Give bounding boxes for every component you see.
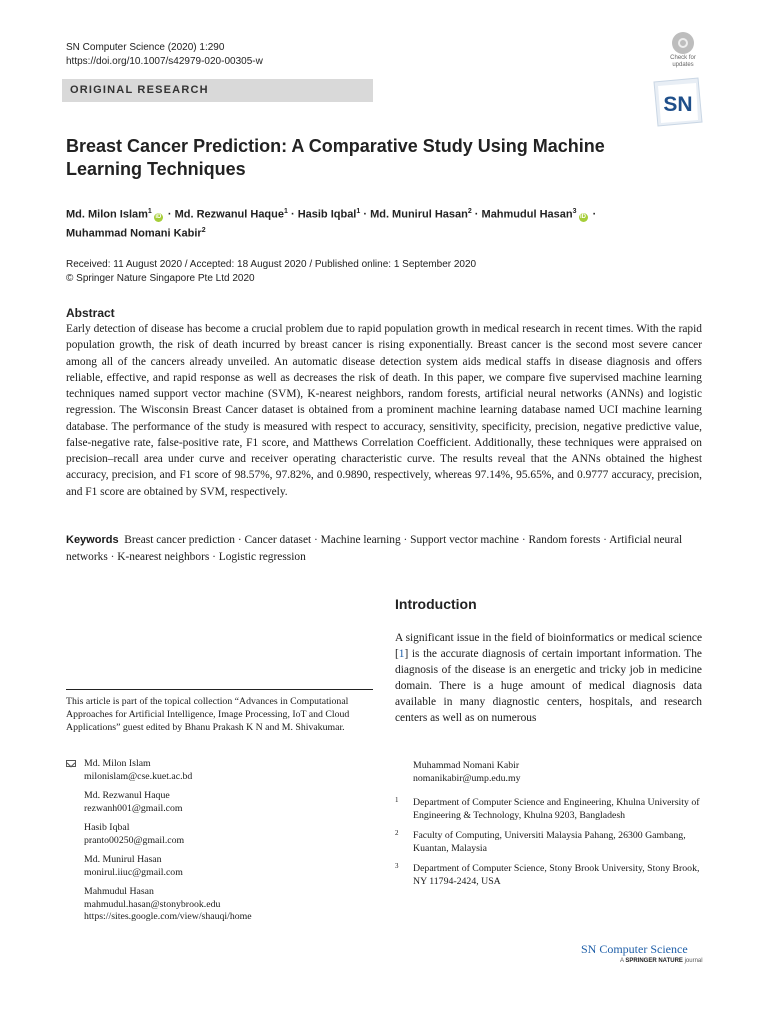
affiliation-number: 3 — [395, 862, 399, 870]
author-affiliation-number: 1 — [147, 208, 152, 215]
contact-email[interactable]: rezwanh001@gmail.com — [84, 802, 183, 814]
sn-logo-text: SN — [663, 93, 693, 116]
author-name: Muhammad Nomani Kabir — [66, 227, 202, 240]
contact-email[interactable]: nomanikabir@ump.edu.my — [413, 772, 521, 784]
check-for-updates-badge[interactable] — [661, 30, 705, 70]
contact-name: Muhammad Nomani Kabir — [413, 760, 520, 771]
contact-email[interactable]: monirul.iiuc@gmail.com — [84, 866, 183, 878]
keywords-text: Breast cancer prediction · Cancer dataset · Machine learning · Support vector machine · Random forests · Artificial neural networks · K-nearest neighbors · Logistic regression — [66, 534, 683, 563]
footer-publisher — [620, 958, 703, 964]
envelope-icon — [66, 760, 76, 767]
abstract-text: Early detection of disease has become a crucial problem due to rapid population growth in medical research in recent times. With the rapid population growth, the risk of death incurred by breast cancer is rising exponentially. Breast cancer is the second most severe cancer among all of the cancers already unveiled. An automatic disease detection system aids medical staffs in disease diagnosis and offers reliable, effective, and rapid response as well as decreases the risk of death. In this paper, we compare five supervised machine learning techniques named support vector machine (SVM), K-nearest neighbors, random forests, artificial neural networks (ANNs) and logistic regression. The Wisconsin Breast Cancer dataset is obtained from a prominent machine learning database named UCI machine learning database. The performance of the study is measured with respect to accuracy, sensitivity, specificity, precision, negative predictive value, false-negative rate, false-positive rate, F1 score, and Matthews Correlation Coefficient. Additionally, these techniques were appraised on precision–recall area under curve and receiver operating characteristic curve. The results reveal that the ANNs obtained the highest accuracy, precision, and F1 score of 98.57%, 97.82%, and 0.9890, respectively, whereas 97.14%, 95.65%, and 0.9777 accuracy, precision, and F1 score are obtained by SVM, respectively. — [66, 323, 702, 498]
intro-text-part2: ] is the accurate diagnosis of certain important information. The diagnosis of the disease is an energetic and tricky job in medicine domain. There is a huge amount of medical diagnosis data available in many diagnostic centers, hospitals, and research centers as well as on numerous — [395, 648, 702, 725]
author-name: Md. Munirul Hasan — [370, 208, 468, 221]
keywords-section — [66, 532, 702, 565]
affiliation-text: Faculty of Computing, Universiti Malaysia Pahang, 26300 Gambang, Kuantan, Malaysia — [413, 830, 686, 854]
contact-name: Md. Milon Islam — [84, 758, 151, 769]
journal-reference — [66, 41, 263, 69]
orcid-icon[interactable]: iD — [580, 213, 587, 220]
author-contacts — [66, 758, 366, 931]
contact-name: Md. Munirul Hasan — [84, 854, 162, 865]
intro-text-part1: A significant issue in the field of bioinformatics or medical science [ — [395, 632, 702, 661]
publisher-suffix: journal — [684, 958, 703, 964]
affiliation-text: Department of Computer Science and Engineering, Khulna University of Engineering & Technology, Khulna 9203, Bangladesh — [413, 797, 700, 821]
publisher-name: SPRINGER NATURE — [625, 958, 683, 964]
sn-journal-logo — [652, 76, 704, 128]
affiliation-entry — [395, 797, 702, 822]
dates-line: Received: 11 August 2020 / Accepted: 18 August 2020 / Published online: 1 September 2020 — [66, 259, 477, 270]
citation-link[interactable]: 1 — [398, 648, 405, 661]
keywords-label: Keywords — [66, 534, 119, 546]
article-type-banner: ORIGINAL RESEARCH — [62, 79, 373, 102]
check-updates-line2: updates — [672, 62, 694, 68]
author-name: Mahmudul Hasan — [481, 208, 573, 221]
author-affiliation-number: 1 — [284, 208, 288, 215]
contact-email[interactable]: milonislam@cse.kuet.ac.bd — [84, 770, 193, 782]
affiliation-entry — [395, 863, 702, 888]
footer-journal-name: SN Computer Science — [581, 942, 688, 956]
affiliation-entry — [395, 830, 702, 855]
contact-entry — [66, 822, 366, 847]
contact-email[interactable]: mahmudul.hasan@stonybrook.edu — [84, 898, 221, 910]
affiliation-number: 1 — [395, 796, 399, 804]
author-affiliation-number: 2 — [467, 208, 472, 215]
author-name: Md. Milon Islam — [66, 208, 148, 221]
journal-citation: SN Computer Science (2020) 1:290 — [66, 42, 225, 53]
publication-dates — [66, 258, 476, 286]
doi-link[interactable]: https://doi.org/10.1007/s42979-020-00305-w — [66, 56, 263, 67]
introduction-text — [395, 630, 702, 727]
topical-collection-footnote: This article is part of the topical collection “Advances in Computational Approaches for Artificial Intelligence, Image Processing, IoT and Cloud Applications” guest edited by Bhanu Prakash K N and M. Shivakumar. — [66, 696, 350, 733]
affiliation-number: 2 — [395, 829, 399, 837]
contact-url[interactable]: https://sites.google.com/view/shauqi/home — [84, 911, 252, 922]
copyright-line: © Springer Nature Singapore Pte Ltd 2020 — [66, 273, 255, 284]
check-updates-line1: Check for — [670, 55, 696, 61]
contact-entry — [66, 790, 366, 815]
contact-name: Md. Rezwanul Haque — [84, 790, 170, 801]
introduction-heading: Introduction — [395, 596, 477, 612]
affiliation-text: Department of Computer Science, Stony Brook University, Stony Brook, NY 11794-2424, USA — [413, 863, 700, 887]
affiliations — [395, 797, 702, 896]
author-affiliation-number: 1 — [356, 208, 361, 215]
author-affiliation-number: 3 — [572, 208, 577, 215]
contact-name: Mahmudul Hasan — [84, 886, 154, 897]
author-contact-right — [413, 760, 703, 785]
abstract-heading: Abstract — [66, 306, 115, 320]
author-name: Md. Rezwanul Haque — [174, 208, 284, 221]
contact-name: Hasib Iqbal — [84, 822, 130, 833]
article-title: Breast Cancer Prediction: A Comparative Study Using Machine Learning Techniques — [66, 136, 605, 179]
orcid-icon[interactable]: iD — [155, 213, 162, 220]
author-affiliation-number: 2 — [201, 226, 206, 234]
contact-entry — [66, 758, 366, 783]
author-list: Md. Milon Islam$^1$iD · Md. Rezwanul Haque$^1$ · Hasib Iqbal$^1$ · Md. Munirul Hasan$^2$ · Mahmudul Hasan$^3$iD · Muhammad Nomani Kabir$^2$ — [66, 208, 597, 240]
publisher-prefix: A — [620, 958, 624, 964]
contact-entry — [66, 886, 366, 924]
author-name: Hasib Iqbal — [297, 208, 357, 221]
check-updates-icon — [672, 32, 694, 54]
contact-email[interactable]: pranto00250@gmail.com — [84, 834, 185, 846]
footnote-divider — [66, 689, 373, 690]
contact-entry — [66, 854, 366, 879]
